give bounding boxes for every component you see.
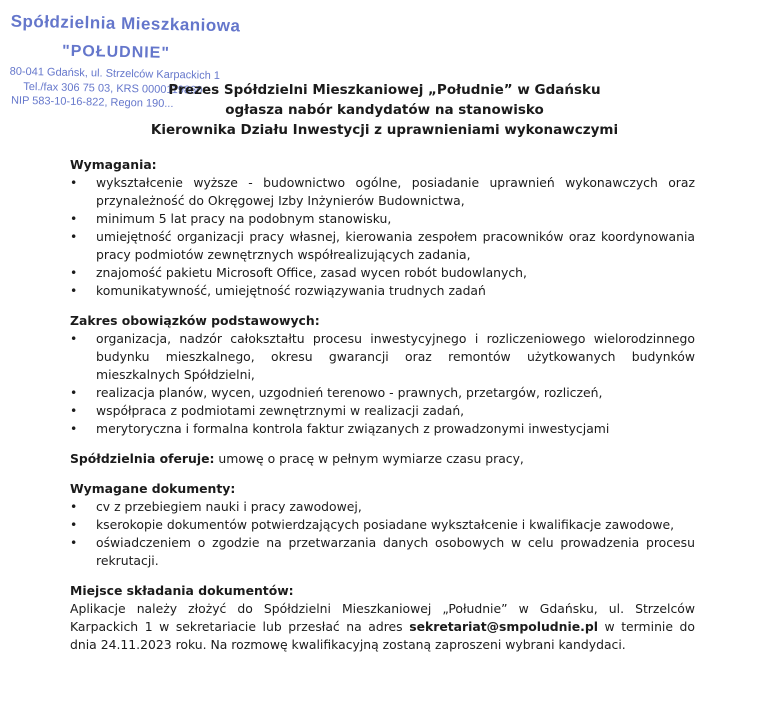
duties-list: [70, 330, 695, 438]
requirements-title: Wymagania:: [70, 157, 157, 172]
requirements-list: [70, 174, 695, 300]
list-item: • znajomość pakietu Microsoft Office, zasad wycen robót budowlanych,: [70, 264, 695, 282]
stamp-line-nip: NIP 583-10-16-822, Regon 190...: [10, 94, 174, 111]
submission-text: [70, 600, 695, 654]
submission-text-after: w terminie do dnia 24.11.2023 roku. Na rozmowę kwalifikacyjną zostaną zaproszeni wybrani kandydaci.: [70, 619, 695, 652]
submission-text-before: Aplikacje należy złożyć do Spółdzielni Mieszkaniowej „Południe” w Gdańsku, ul. Strzelców Karpackich 1 w sekretariacie lub przesłać na adres: [70, 601, 695, 634]
submission-email[interactable]: sekretariat@smpoludnie.pl: [409, 619, 598, 634]
stamp-line-name: Spółdzielnia Mieszkaniowa: [10, 11, 241, 36]
list-item: • umiejętność organizacji pracy własnej, kierowania zespołem pracowników oraz koordynowania pracy podmiotów zewnętrznych współrealizujących zadania,: [70, 228, 695, 264]
submission-title: Miejsce składania dokumentów:: [70, 583, 294, 598]
documents-title: Wymagane dokumenty:: [70, 481, 236, 496]
offer-section: [70, 450, 695, 468]
duties-title: Zakres obowiązków podstawowych:: [70, 313, 320, 328]
list-item: • oświadczeniem o zgodzie na przetwarzania danych osobowych w celu prowadzenia procesu rekrutacji.: [70, 534, 695, 570]
announcement-body: [70, 156, 695, 666]
heading-line-2: ogłasza nabór kandydatów na stanowisko: [225, 102, 544, 118]
list-item: • współpraca z podmiotami zewnętrznymi w realizacji zadań,: [70, 402, 695, 420]
list-item: • minimum 5 lat pracy na podobnym stanowisku,: [70, 210, 695, 228]
list-item: • realizacja planów, wycen, uzgodnień terenowo - prawnych, przetargów, rozliczeń,: [70, 384, 695, 402]
stamp-line-phone: Tel./fax 306 75 03, KRS 0000119860: [23, 80, 203, 97]
stamp-line-brand: "POŁUDNIE": [61, 42, 171, 62]
list-item: • wykształcenie wyższe - budownictwo ogólne, posiadanie uprawnień wykonawczych oraz przynależność do Okręgowej Izby Inżynierów Budownictwa,: [70, 174, 695, 210]
requirements-section: [70, 156, 695, 300]
stamp-line-address: 80-041 Gdańsk, ul. Strzelców Karpackich 1: [9, 65, 221, 83]
documents-section: [70, 480, 695, 570]
heading-line-1: Prezes Spółdzielni Mieszkaniowej „Południe” w Gdańsku: [168, 82, 601, 98]
list-item: • komunikatywność, umiejętność rozwiązywania trudnych zadań: [70, 282, 695, 300]
announcement-heading: [0, 80, 769, 140]
offer-text: umowę o pracę w pełnym wymiarze czasu pracy,: [214, 451, 524, 466]
list-item: • cv z przebiegiem nauki i pracy zawodowej,: [70, 498, 695, 516]
submission-section: [70, 582, 695, 654]
heading-line-3: Kierownika Działu Inwestycji z uprawnieniami wykonawczymi: [150, 122, 619, 138]
list-item: • organizacja, nadzór całokształtu procesu inwestycyjnego i rozliczeniowego wielorodzinnego budynku mieszkalnego, okresu gwarancji oraz remontów użytkowanych budynków mieszkalnych Spółdzielni,: [70, 330, 695, 384]
list-item: • kserokopie dokumentów potwierdzających posiadane wykształcenie i kwalifikacje zawodowe,: [70, 516, 695, 534]
offer-label: Spółdzielnia oferuje:: [70, 451, 215, 466]
duties-section: [70, 312, 695, 438]
list-item: • merytoryczna i formalna kontrola faktur związanych z prowadzonymi inwestycjami: [70, 420, 695, 438]
documents-list: [70, 498, 695, 570]
